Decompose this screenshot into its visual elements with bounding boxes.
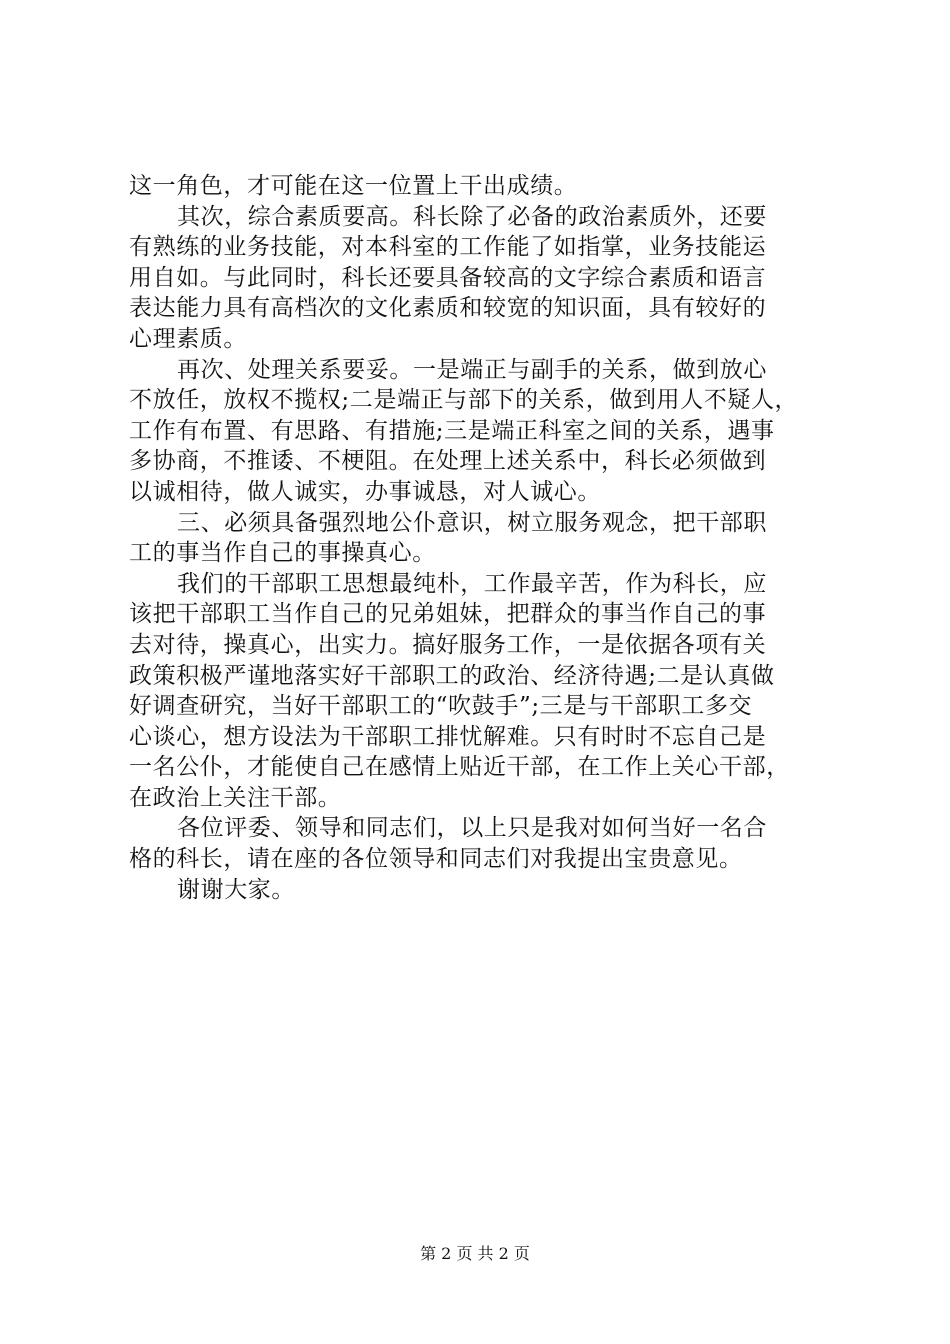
text-line: 以诚相待，做人诚实，办事诚恳，对人诚心。 — [129, 478, 601, 505]
text-line: 谢谢大家。 — [177, 876, 295, 903]
text-line: 我们的干部职工思想最纯朴，工作最辛苦，作为科长，应 — [177, 570, 767, 597]
text-line: 心谈心，想方设法为干部职工排忧解难。只有时时不忘自己是 — [129, 723, 767, 750]
text-line: 三、必须具备强烈地公仆意识，树立服务观念，把干部职 — [177, 509, 767, 536]
page-footer: 第 2 页 共 2 页 — [420, 1244, 530, 1263]
text-line: 不放任，放权不揽权;二是端正与部下的关系，做到用人不疑人， — [129, 387, 799, 414]
document-body — [129, 171, 829, 905]
text-line: 再次、处理关系要妥。一是端正与副手的关系，做到放心 — [177, 356, 767, 383]
text-line: 好调查研究，当好干部职工的“吹鼓手”;三是与干部职工多交 — [129, 693, 753, 720]
text-line: 有熟练的业务技能，对本科室的工作能了如指掌，业务技能运 — [129, 234, 767, 261]
text-line: 各位评委、领导和同志们，以上只是我对如何当好一名合 — [177, 815, 767, 842]
text-line: 去对待，操真心，出实力。搞好服务工作，一是依据各项有关 — [129, 631, 767, 658]
text-line: 格的科长，请在座的各位领导和同志们对我提出宝贵意见。 — [129, 846, 743, 873]
text-line: 用自如。与此同时，科长还要具备较高的文字综合素质和语言 — [129, 264, 767, 291]
text-line: 其次，综合素质要高。科长除了必备的政治素质外，还要 — [177, 203, 767, 230]
text-line: 在政治上关注干部。 — [129, 784, 342, 811]
text-line: 多协商，不推诿、不梗阻。在处理上述关系中，科长必须做到 — [129, 448, 767, 475]
text-line: 政策积极严谨地落实好干部职工的政治、经济待遇;二是认真做 — [129, 662, 775, 689]
text-line: 工作有布置、有思路、有措施;三是端正科室之间的关系，遇事 — [129, 417, 775, 444]
text-line: 表达能力具有高档次的文化素质和较宽的知识面，具有较好的 — [129, 295, 767, 322]
text-line: 心理素质。 — [129, 325, 247, 352]
text-line: 一名公仆，才能使自己在感情上贴近干部，在工作上关心干部， — [129, 754, 790, 781]
text-line: 这一角色，才可能在这一位置上干出成绩。 — [129, 173, 578, 199]
text-line: 工的事当作自己的事操真心。 — [129, 540, 436, 567]
text-line: 该把干部职工当作自己的兄弟姐妹，把群众的事当作自己的事 — [129, 601, 767, 628]
